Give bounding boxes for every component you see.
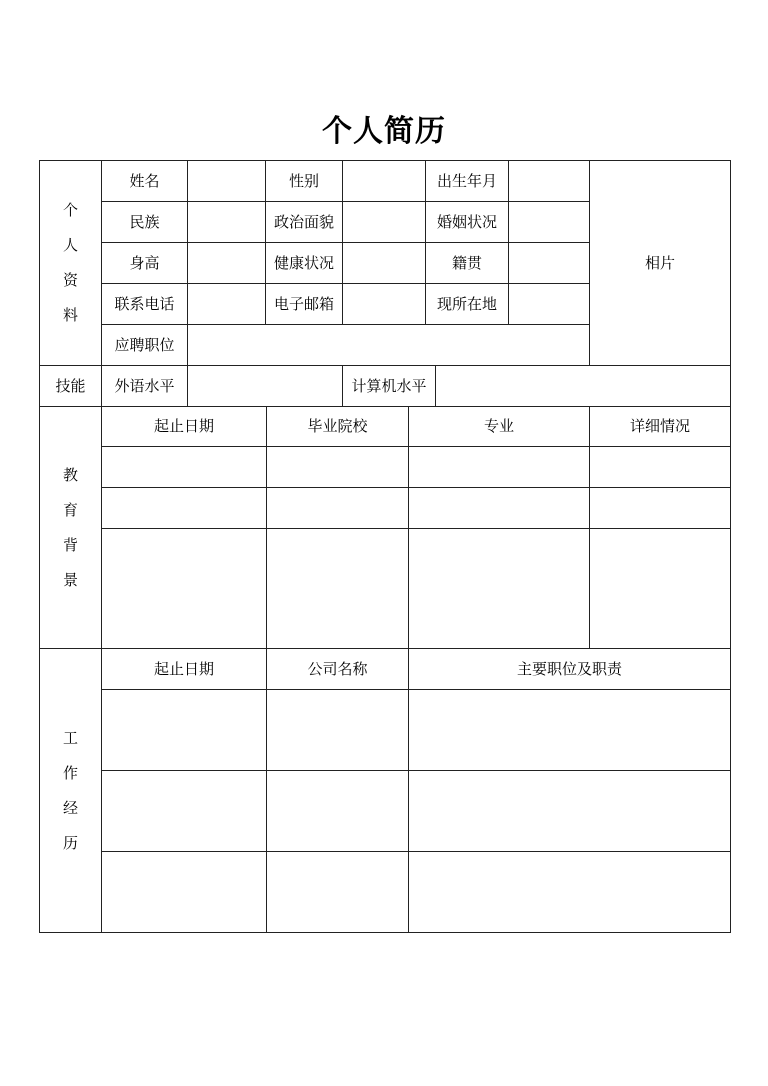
height-field[interactable] <box>188 243 265 283</box>
work-header-company: 公司名称 <box>307 659 368 678</box>
edu-row-3[interactable] <box>102 529 730 648</box>
section-char: 个 <box>62 201 78 219</box>
language-field[interactable] <box>188 366 342 406</box>
work-header-duties: 主要职位及职责 <box>516 659 622 678</box>
health-field[interactable] <box>343 243 425 283</box>
work-header-dates: 起止日期 <box>153 659 214 678</box>
edu-header-school: 毕业院校 <box>307 417 368 435</box>
edu-header-details: 详细情况 <box>629 417 690 435</box>
politics-field[interactable] <box>343 202 425 242</box>
edu-header-dates: 起止日期 <box>153 417 214 435</box>
computer-label: 计算机水平 <box>351 376 427 395</box>
politics-label: 政治面貌 <box>273 212 334 231</box>
section-char: 经 <box>62 798 78 817</box>
health-label: 健康状况 <box>273 253 334 272</box>
gender-label: 性别 <box>288 171 319 190</box>
origin-field[interactable] <box>509 243 589 283</box>
section-char: 工 <box>62 728 78 747</box>
marital-field[interactable] <box>509 202 589 242</box>
section-char: 资 <box>62 271 78 289</box>
gender-field[interactable] <box>343 161 425 201</box>
section-char: 人 <box>62 236 78 254</box>
skills-section-label: 技能 <box>55 376 86 395</box>
table-border-right <box>730 160 731 933</box>
birth-label: 出生年月 <box>436 171 497 190</box>
location-field[interactable] <box>509 284 589 324</box>
origin-label: 籍贯 <box>451 253 482 272</box>
ethnicity-label: 民族 <box>129 212 160 231</box>
marital-label: 婚姻状况 <box>436 212 497 231</box>
education-section-label <box>40 407 101 648</box>
phone-field[interactable] <box>188 284 265 324</box>
language-label: 外语水平 <box>114 376 175 395</box>
work-row-3[interactable] <box>102 852 730 932</box>
photo-placeholder[interactable]: 相片 <box>644 253 675 272</box>
computer-field[interactable] <box>436 366 730 406</box>
table-border-bottom <box>39 932 731 933</box>
section-char: 背 <box>62 535 78 554</box>
section-char: 料 <box>62 306 78 324</box>
work-row-1[interactable] <box>102 690 730 770</box>
name-label: 姓名 <box>129 171 160 190</box>
section-char: 育 <box>62 500 78 519</box>
edu-row-2[interactable] <box>102 488 730 528</box>
personal-section-label <box>40 161 101 365</box>
position-label: 应聘职位 <box>114 335 175 354</box>
work-section-label <box>40 649 101 932</box>
edu-header-major: 专业 <box>483 417 514 435</box>
ethnicity-field[interactable] <box>188 202 265 242</box>
height-label: 身高 <box>129 253 160 272</box>
position-field[interactable] <box>188 325 589 365</box>
edu-row-1[interactable] <box>102 447 730 487</box>
section-char: 历 <box>62 833 78 852</box>
name-field[interactable] <box>188 161 265 201</box>
email-field[interactable] <box>343 284 425 324</box>
page-title: 个人简历 <box>322 114 446 149</box>
email-label: 电子邮箱 <box>273 294 334 313</box>
location-label: 现所在地 <box>436 294 497 313</box>
section-char: 教 <box>62 465 78 484</box>
birth-field[interactable] <box>509 161 589 201</box>
work-row-2[interactable] <box>102 771 730 851</box>
phone-label: 联系电话 <box>114 294 175 313</box>
section-char: 景 <box>62 570 78 589</box>
section-char: 作 <box>62 763 78 782</box>
